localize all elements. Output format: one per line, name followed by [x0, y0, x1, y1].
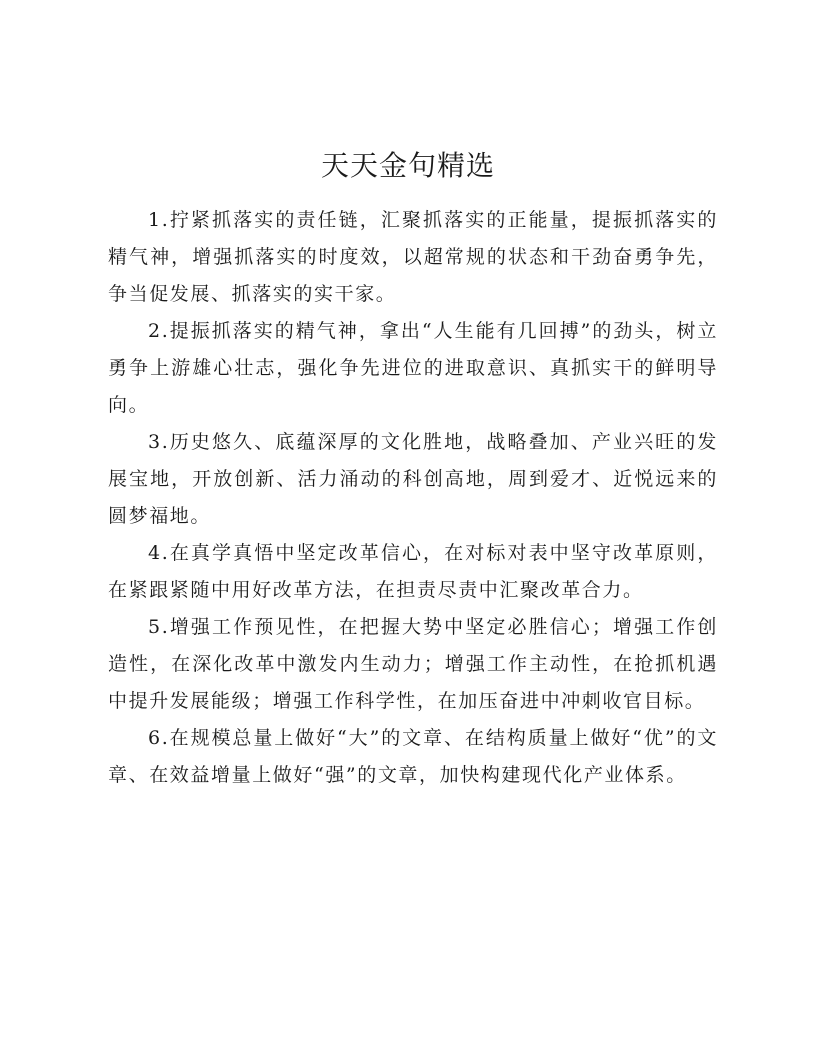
- document-title: 天天金句精选: [320, 149, 495, 182]
- paragraph-3: 3.历史悠久、底蕴深厚的文化胜地，战略叠加、产业兴旺的发展宝地，开放创新、活力涌动的科创高地，周到爱才、近悦远来的圆梦福地。: [108, 431, 718, 527]
- paragraph-1: 1.拧紧抓落实的责任链，汇聚抓落实的正能量，提振抓落实的精气神，增强抓落实的时度效，以超常规的状态和干劲奋勇争先，争当促发展、抓落实的实干家。: [108, 209, 718, 305]
- paragraph-5: 5.增强工作预见性，在把握大势中坚定必胜信心；增强工作创造性，在深化改革中激发内生动力；增强工作主动性，在抢抓机遇中提升发展能级；增强工作科学性，在加压奋进中冲刺收官目标。: [108, 616, 718, 712]
- paragraph-4: 4.在真学真悟中坚定改革信心，在对标对表中坚守改革原则，在紧跟紧随中用好改革方法，在担责尽责中汇聚改革合力。: [108, 542, 718, 601]
- document-body: [108, 202, 718, 794]
- paragraph-2: 2.提振抓落实的精气神，拿出“人生能有几回搏”的劲头，树立勇争上游雄心壮志，强化争先进位的进取意识、真抓实干的鲜明导向。: [108, 320, 718, 416]
- paragraph-6: 6.在规模总量上做好“大”的文章、在结构质量上做好“优”的文章、在效益增量上做好“强”的文章，加快构建现代化产业体系。: [108, 727, 718, 786]
